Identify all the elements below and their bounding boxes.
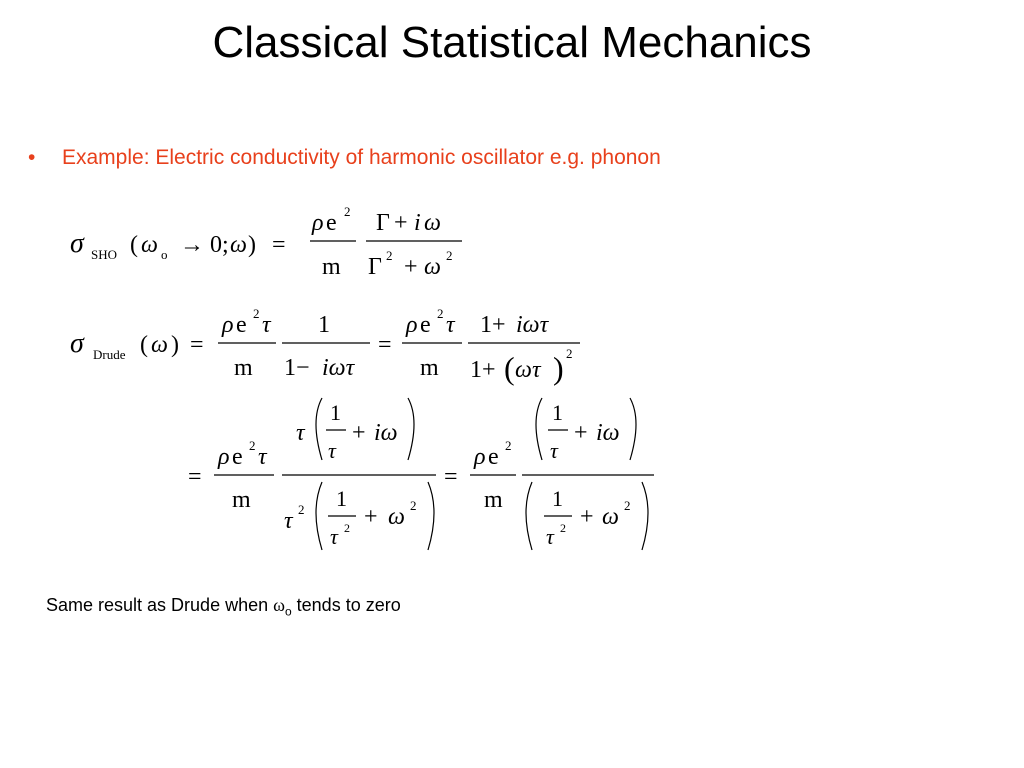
svg-text:m: m	[420, 355, 439, 381]
svg-text:ω: ω	[602, 504, 619, 530]
svg-text:Γ: Γ	[376, 210, 390, 236]
svg-text:τ: τ	[330, 524, 338, 549]
svg-text:2: 2	[410, 498, 417, 513]
svg-text:m: m	[232, 487, 251, 513]
svg-text:): )	[553, 350, 564, 386]
svg-text:=: =	[190, 332, 204, 358]
svg-text:=: =	[378, 332, 392, 358]
svg-text:+: +	[574, 420, 588, 446]
svg-text:ρ: ρ	[406, 312, 418, 338]
svg-text:=: =	[444, 464, 458, 490]
svg-text:(: (	[504, 350, 515, 386]
svg-text:σ: σ	[70, 328, 84, 359]
slide-title: Classical Statistical Mechanics	[212, 18, 812, 67]
svg-text:+: +	[580, 504, 594, 530]
svg-text:1−: 1−	[284, 355, 310, 381]
svg-text:ω: ω	[230, 232, 247, 258]
svg-text:2: 2	[437, 306, 444, 321]
svg-text:2: 2	[253, 306, 260, 321]
svg-text:+: +	[394, 210, 408, 236]
svg-text:1: 1	[330, 400, 341, 425]
svg-text:+: +	[364, 504, 378, 530]
svg-text:1: 1	[552, 400, 563, 425]
footnote-before: Same result as Drude when	[46, 595, 274, 615]
bullet-marker: •	[28, 146, 36, 169]
footnote-omega: ω	[273, 595, 285, 615]
svg-text:τ: τ	[296, 420, 305, 446]
drude-one: 1	[318, 312, 330, 338]
svg-text:iω: iω	[596, 420, 620, 446]
svg-text:2: 2	[344, 204, 351, 219]
svg-text:iω: iω	[374, 420, 398, 446]
svg-text:τ: τ	[546, 524, 554, 549]
svg-text:ω: ω	[424, 254, 441, 280]
footnote-after: tends to zero	[291, 595, 401, 615]
svg-text:ω: ω	[141, 232, 158, 258]
svg-text:e: e	[488, 444, 499, 470]
svg-text:ωτ: ωτ	[515, 357, 541, 383]
svg-text:=: =	[188, 464, 202, 490]
svg-text:): )	[248, 232, 256, 258]
svg-text:ω: ω	[424, 210, 441, 236]
svg-text:τ: τ	[550, 438, 558, 463]
svg-text:2: 2	[566, 346, 573, 361]
svg-text:2: 2	[298, 502, 305, 517]
footnote-subscript: o	[284, 604, 292, 619]
drude-subscript: Drude	[93, 347, 126, 362]
svg-text:+: +	[404, 254, 418, 280]
svg-text:τ: τ	[262, 312, 271, 338]
svg-text:m: m	[234, 355, 253, 381]
svg-text:→ 0;: → 0;	[180, 232, 229, 258]
svg-text:): )	[171, 332, 179, 358]
svg-text:=: =	[272, 232, 286, 258]
svg-text:i: i	[414, 210, 421, 236]
svg-text:1+: 1+	[480, 312, 506, 338]
svg-text:1: 1	[552, 486, 563, 511]
svg-text:2: 2	[249, 438, 256, 453]
svg-text:Γ: Γ	[368, 254, 382, 280]
svg-text:τ: τ	[328, 438, 336, 463]
svg-text:σ: σ	[70, 228, 84, 259]
svg-text:τ: τ	[284, 508, 293, 534]
svg-text:e: e	[232, 444, 243, 470]
svg-text:1: 1	[336, 486, 347, 511]
svg-text:2: 2	[446, 248, 453, 263]
svg-text:2: 2	[505, 438, 512, 453]
svg-text:2: 2	[560, 521, 566, 535]
svg-text:o: o	[161, 247, 168, 262]
svg-text:2: 2	[624, 498, 631, 513]
svg-text:SHO: SHO	[91, 247, 118, 262]
svg-text:1+: 1+	[470, 357, 496, 383]
svg-text:e: e	[420, 312, 431, 338]
svg-text:iωτ: iωτ	[322, 355, 355, 381]
svg-text:(: (	[140, 332, 148, 358]
svg-text:τ: τ	[446, 312, 455, 338]
svg-text:ρ: ρ	[222, 312, 234, 338]
svg-text:m: m	[484, 487, 503, 513]
sho-den-m: m	[322, 254, 341, 280]
footnote	[46, 595, 401, 619]
sho-num-e: e	[326, 210, 337, 236]
svg-text:(: (	[130, 232, 138, 258]
svg-text:ρ: ρ	[312, 210, 324, 236]
svg-text:2: 2	[386, 248, 393, 263]
svg-text:ω: ω	[388, 504, 405, 530]
svg-text:ρ: ρ	[218, 444, 230, 470]
svg-text:ω: ω	[151, 332, 168, 358]
svg-text:+: +	[352, 420, 366, 446]
svg-text:τ: τ	[258, 444, 267, 470]
bullet-text: Example: Electric conductivity of harmonic oscillator e.g. phonon	[62, 146, 661, 169]
svg-text:iωτ: iωτ	[516, 312, 549, 338]
svg-text:2: 2	[344, 521, 350, 535]
svg-text:ρ: ρ	[474, 444, 486, 470]
svg-text:e: e	[236, 312, 247, 338]
